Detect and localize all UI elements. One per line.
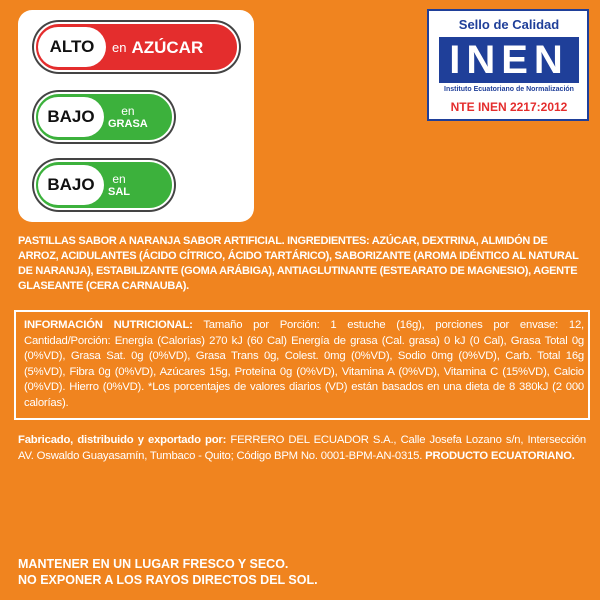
nutrient-label: AZÚCAR <box>131 37 204 57</box>
seal-institute: Instituto Ecuatoriano de Normalización <box>444 86 574 93</box>
level-label: BAJO <box>38 165 104 205</box>
storage-line-1: MANTENER EN UN LUGAR FRESCO Y SECO. <box>18 557 289 571</box>
en-label: en <box>121 104 135 118</box>
seal-norm: NTE INEN 2217:2012 <box>450 100 568 114</box>
seal-title: Sello de Calidad <box>458 17 560 32</box>
nutrition-body: Tamaño por Porción: 1 estuche (16g), porciones por envase: 12, Cantidad/Porción: Energía (Calorías) 270 kJ (60 Cal) Energía de grasa (Cal. grasa) 0 kJ (0 Cal), Grasa Total 0g (0%VD), Grasa Sat. 0g (0%VD), Grasa Trans 0g, Colest. 0mg (0%VD), Sodio 0mg (0%VD), Carb. Total 16g (5%VD), Fibra 0g (0%VD), Azúcares 15g, Proteína 0g (0%VD), Vitamina A (0%VD), Vitamina C (15%VD), Calcio (0%VD). Hierro (0%VD). *Los porcentajes de valores diarios (VD) están basados en una dieta de 8 380kJ (2 000 calorías). <box>24 319 584 409</box>
origin-label: PRODUCTO ECUATORIANO. <box>425 449 575 462</box>
nutrition-traffic-light <box>18 10 254 222</box>
manufacturer-text <box>18 433 586 464</box>
inen-logo: INEN <box>439 37 579 83</box>
inen-quality-seal <box>427 9 589 121</box>
storage-line-2: NO EXPONER A LOS RAYOS DIRECTOS DEL SOL. <box>18 573 318 587</box>
high-sugar-indicator <box>34 22 239 72</box>
level-label: ALTO <box>38 27 106 67</box>
manufacturer-label: Fabricado, distribuido y exportado por: <box>18 434 227 446</box>
nutrition-info-box <box>14 310 590 420</box>
level-label: BAJO <box>38 97 104 137</box>
nutrient-label: GRASA <box>108 118 148 130</box>
en-label: en <box>112 39 127 55</box>
nutrition-heading: INFORMACIÓN NUTRICIONAL: <box>24 319 193 331</box>
ingredients-text: PASTILLAS SABOR A NARANJA SABOR ARTIFICIAL. INGREDIENTES: AZÚCAR, DEXTRINA, ALMIDÓN DE ARROZ, ACIDULANTES (ÁCIDO CÍTRICO, ÁCIDO TARTÁRICO), SABORIZANTE (AROMA IDÉNTICO AL NATURAL DE NARANJA), ESTABILIZANTE (GOMA ARÁBIGA), ANTIAGLUTINANTE (ESTEARATO DE MAGNESIO), AGENTE GLASEANTE (CERA CARNAUBA). <box>18 235 579 292</box>
storage-instructions <box>18 556 586 588</box>
low-salt-indicator <box>34 160 174 210</box>
nutrient-label: SAL <box>108 186 130 198</box>
en-label: en <box>112 172 126 186</box>
low-fat-indicator <box>34 92 174 142</box>
nutrition-info-text <box>24 318 584 411</box>
manufacturer-details: FERRERO DEL ECUADOR S.A., Calle Josefa Lozano s/n, Intersección AV. Oswaldo Guayasamín, Tumbaco - Quito; Código BPM No. 0001-BPM-AN-0315. <box>18 434 587 462</box>
